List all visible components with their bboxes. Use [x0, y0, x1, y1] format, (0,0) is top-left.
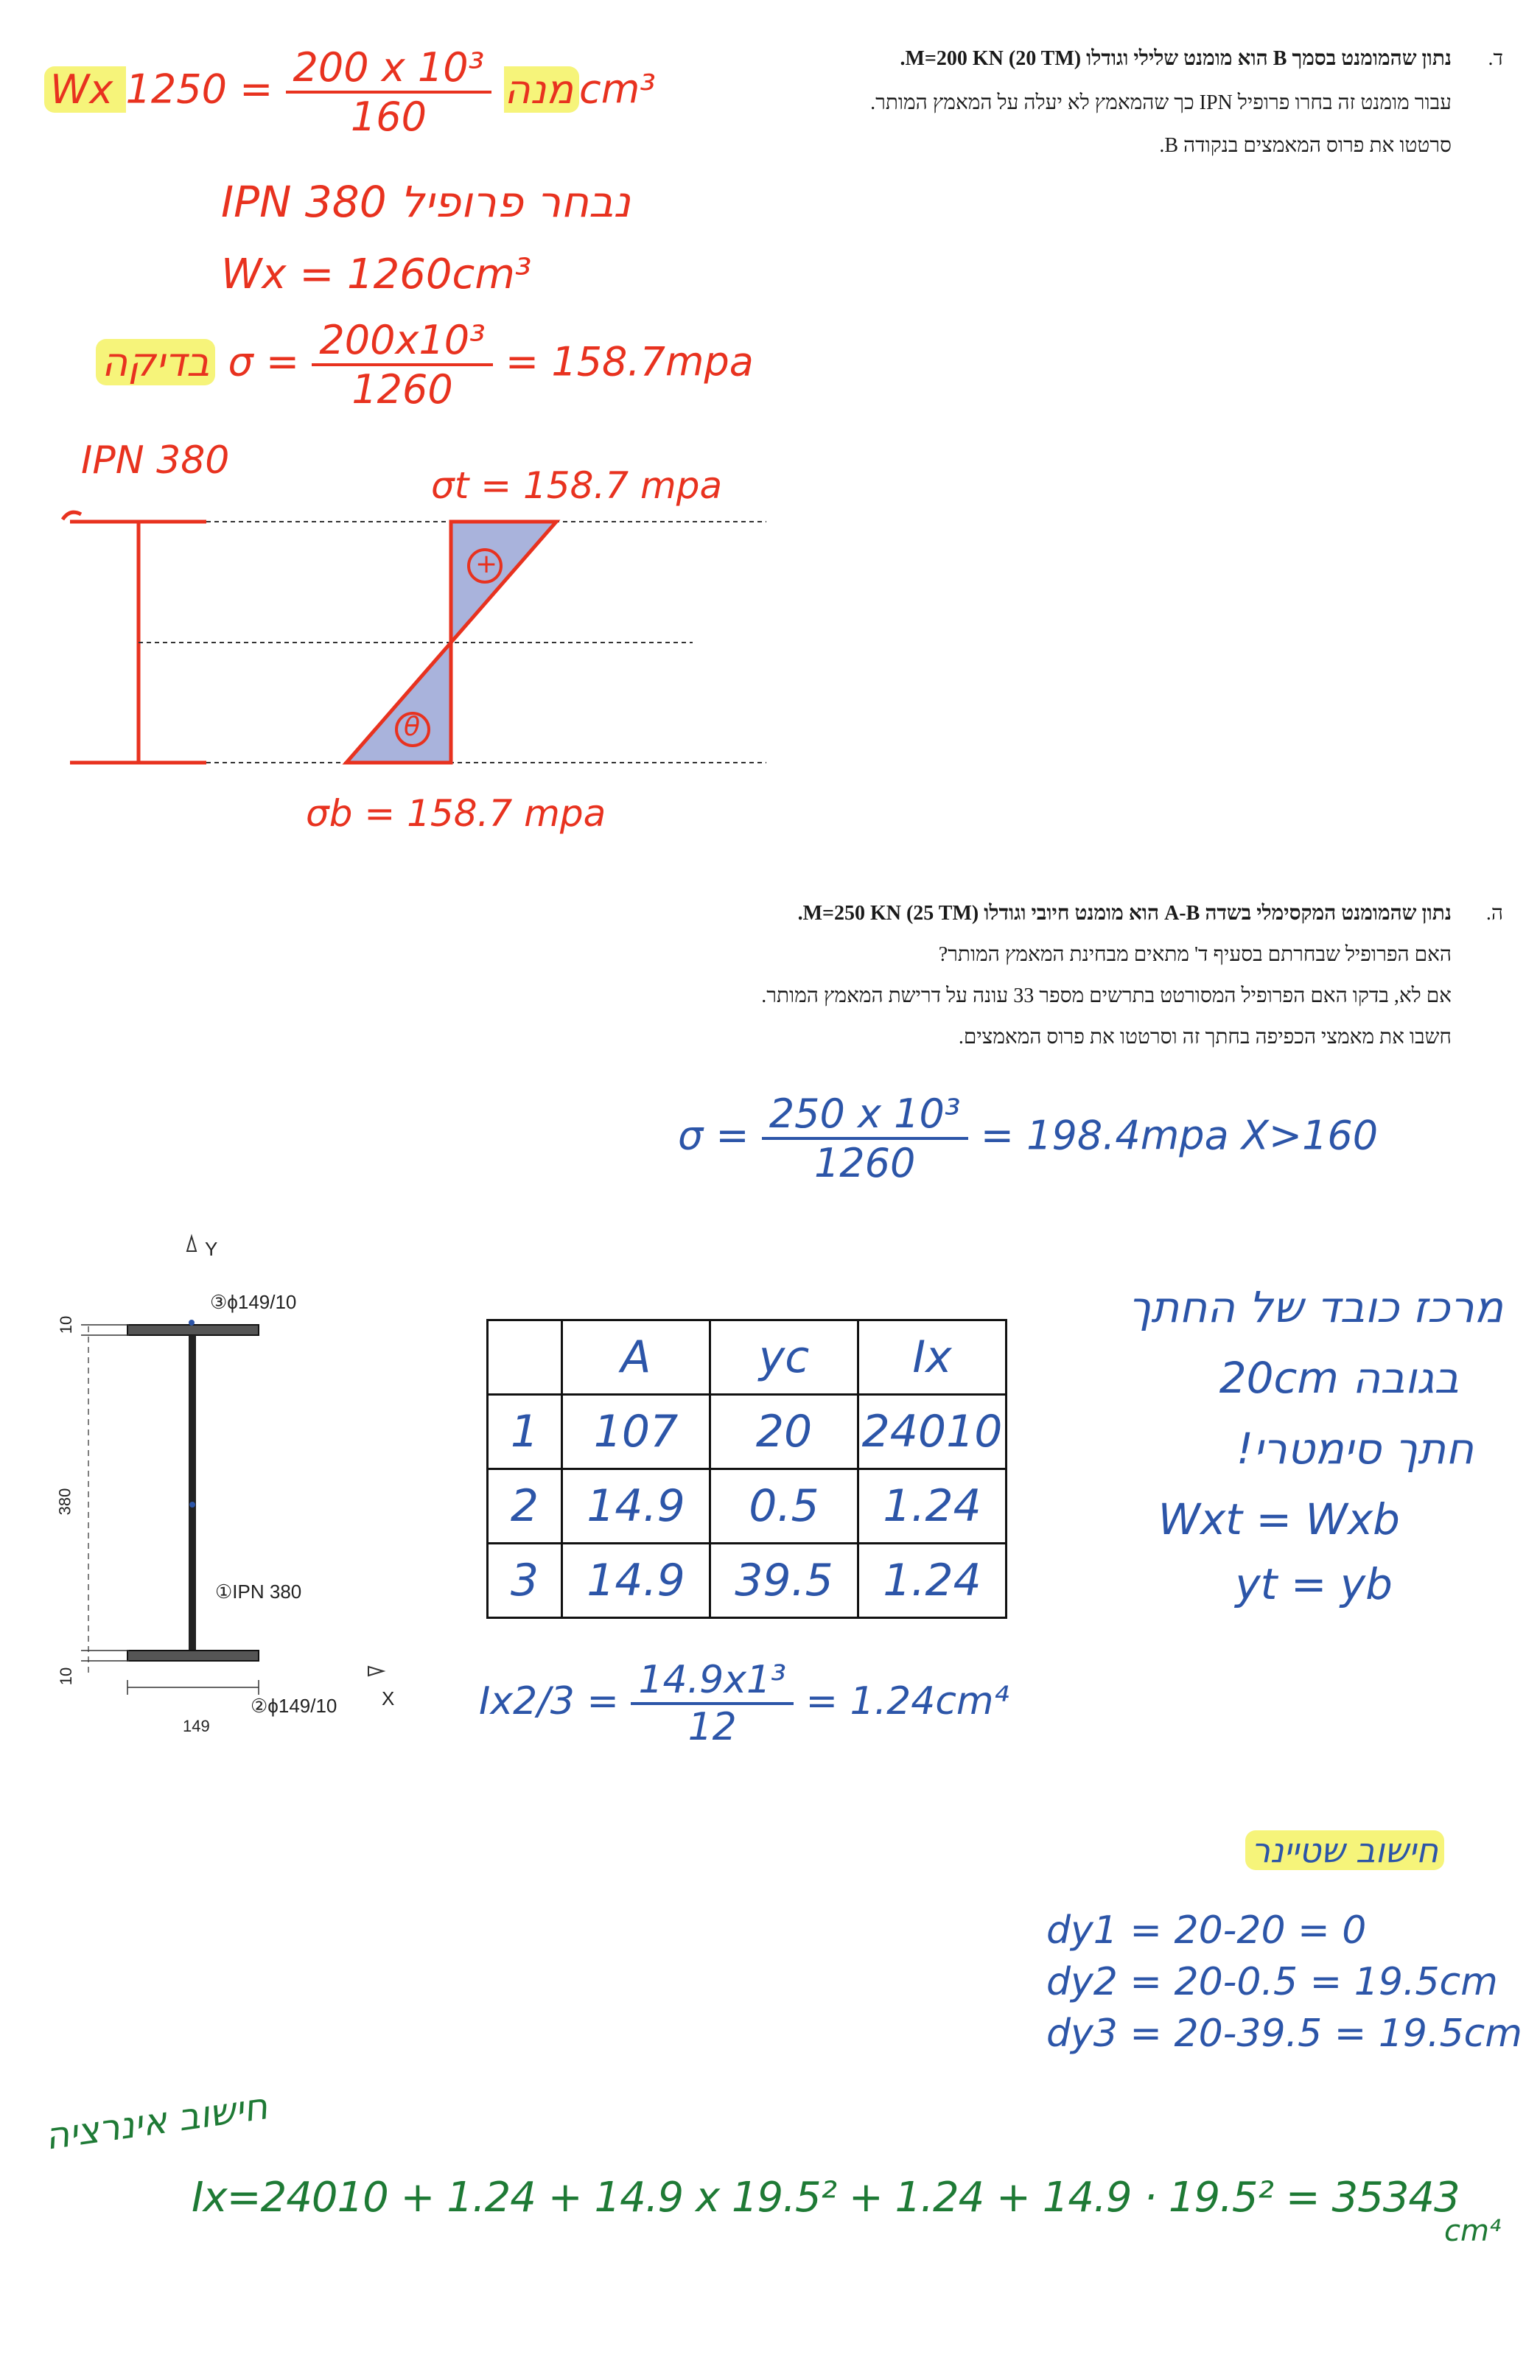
web: [189, 1335, 196, 1651]
table-row: [488, 1469, 1007, 1544]
dim-height: 380: [55, 1488, 74, 1516]
plate-top-callout-dot: [189, 1320, 195, 1326]
question-e-line2: האם הפרופיל שבחרתם בסעיף ד' מתאים מבחינת המאמץ המותר?: [938, 943, 1452, 966]
table-cell: 0.5: [710, 1469, 858, 1544]
sigma-top-label: σt = 158.7 mpa: [431, 464, 723, 507]
sigma-bottom-label: σb = 158.7 mpa: [306, 792, 606, 835]
plus-sign: +: [475, 549, 498, 579]
steiner-d1: dy1 = 20-20 = 0: [1046, 1908, 1367, 1953]
table-cell: 2: [488, 1469, 562, 1544]
sigma-fraction-d: $\frac{\text{200x10³}}{1260}$: [312, 317, 492, 413]
centroid-note: [1032, 1282, 1503, 1609]
x-axis-label: X: [382, 1687, 395, 1709]
table-header-cell: A: [562, 1320, 710, 1395]
question-d-line2: עבור מומנט זה בחרו פרופיל IPN כך שהמאמץ לא יעלה על המאמץ המותר.: [870, 91, 1452, 114]
dim-width: 149: [183, 1717, 210, 1735]
wx-label: Wx מנה: [44, 66, 579, 113]
plate-bottom-label: ②ϕ149/10: [251, 1695, 337, 1717]
top-plate: [127, 1325, 259, 1335]
centroid-line4: Wxt = Wxb: [1158, 1494, 1400, 1544]
question-e: [619, 899, 1503, 1068]
table-cell: 1.24: [858, 1544, 1007, 1618]
centroid-line2: בגובה 20cm: [1219, 1353, 1459, 1403]
ix-plate-calc: Ix2/3 = $\frac{\text{14.9x1³}}{12}$ = 1.24cm⁴: [479, 1658, 1009, 1749]
sigma-check-d: [96, 317, 754, 413]
y-axis-label: Y: [205, 1238, 218, 1260]
steiner-d2: dy2 = 20-0.5 = 19.5cm: [1046, 1960, 1498, 2004]
wx-required-calc: [44, 44, 656, 140]
table-header-cell: Ix: [858, 1320, 1007, 1395]
table-cell: 20: [710, 1395, 858, 1469]
steiner-block: [1046, 1827, 1522, 2056]
plate-top-label: ③ϕ149/10: [210, 1291, 297, 1313]
table-header-row: [488, 1320, 1007, 1395]
section-label: IPN 380: [81, 438, 230, 483]
inertia-unit: cm⁴: [1444, 2214, 1501, 2248]
properties-table: [486, 1319, 1007, 1619]
centroid-marker: [189, 1502, 195, 1508]
centroid-line3: חתך סימטרי!: [1236, 1424, 1474, 1474]
x-axis-arrow: [368, 1667, 383, 1676]
sigma-check-e: σ = $\frac{\text{250 x 10³}}{1260}$ = 198.4mpa X>160: [678, 1091, 1379, 1186]
question-e-line1: נתון שהמומנט המקסימלי בשדה A-B הוא מומנט חיובי וגודלו (M=250 KN (25 TM.: [797, 902, 1452, 925]
table-cell: 39.5: [710, 1544, 858, 1618]
sigma-result-d: = 158.7mpa: [505, 338, 754, 385]
sigma-result-e: = 198.4mpa X>160: [980, 1112, 1379, 1159]
question-d: [693, 44, 1503, 169]
tension-triangle: [451, 522, 556, 643]
question-d-number: ד.: [1488, 47, 1503, 70]
sigma-symbol: σ =: [228, 338, 300, 385]
centroid-line5: yt = yb: [1235, 1559, 1393, 1609]
table-cell: 3: [488, 1544, 562, 1618]
steiner-d3: dy3 = 20-39.5 = 19.5cm: [1046, 2012, 1522, 2056]
dimension-lines: [81, 1325, 259, 1695]
question-e-line3: אם לא, בדקו האם הפרופיל המסורטט בתרשים מספר 33 עונה על דרישת המאמץ המותר.: [761, 984, 1452, 1007]
web-label: ①IPN 380: [215, 1581, 302, 1603]
table-row: [488, 1395, 1007, 1469]
wx-fraction: $\frac{\text{200 x 10³}}{160}$: [286, 44, 492, 140]
question-d-line1: נתון שהמומנט בסמך B הוא מומנט שלילי וגודלו (M=200 KN (20 TM.: [900, 47, 1452, 70]
sigma-fraction-e: $\frac{\text{250 x 10³}}{1260}$: [762, 1091, 968, 1186]
table-cell: 1: [488, 1395, 562, 1469]
wx-result: = 1250cm³: [125, 66, 656, 113]
question-e-line4: חשבו את מאמצי הכפיפה בחתך זה וסרטטו את פרוס המאמצים.: [958, 1026, 1452, 1049]
table-cell: 1.24: [858, 1469, 1007, 1544]
bottom-plate: [127, 1651, 259, 1661]
table-header-cell: [488, 1320, 562, 1395]
compression-triangle: [346, 643, 451, 763]
ix-plate-fraction: $\frac{\text{14.9x1³}}{12}$: [631, 1658, 793, 1749]
table-cell: 14.9: [562, 1469, 710, 1544]
question-d-line3: סרטטו את פרוס המאמצים בנקודה B.: [1159, 134, 1452, 157]
inertia-title: חישוב אינרציה: [42, 2085, 270, 2158]
dim-bottom: 10: [57, 1667, 76, 1686]
profile-choice: IPN 380 נבחר פרופיל: [221, 177, 631, 227]
wx-actual: Wx = 1260cm³: [221, 251, 532, 298]
dim-top: 10: [57, 1315, 76, 1334]
steiner-title: חישוב שטיינר: [1046, 1827, 1488, 1872]
table-header-cell: yc: [710, 1320, 858, 1395]
table-cell: 14.9: [562, 1544, 710, 1618]
inertia-formula: Ix=24010 + 1.24 + 14.9 x 19.5² + 1.24 + 14.9 · 19.5² = 35343: [192, 2174, 1460, 2222]
check-label: בדיקה: [96, 339, 215, 385]
question-e-number: ה.: [1485, 902, 1503, 925]
ipn-section-sketch: [63, 512, 206, 763]
centroid-line1: מרכז כובד של החתך: [1128, 1282, 1503, 1332]
minus-sign: θ: [404, 712, 421, 742]
table-row: [488, 1544, 1007, 1618]
table-cell: 24010: [858, 1395, 1007, 1469]
table-cell: 107: [562, 1395, 710, 1469]
y-axis-arrow: [187, 1236, 196, 1251]
